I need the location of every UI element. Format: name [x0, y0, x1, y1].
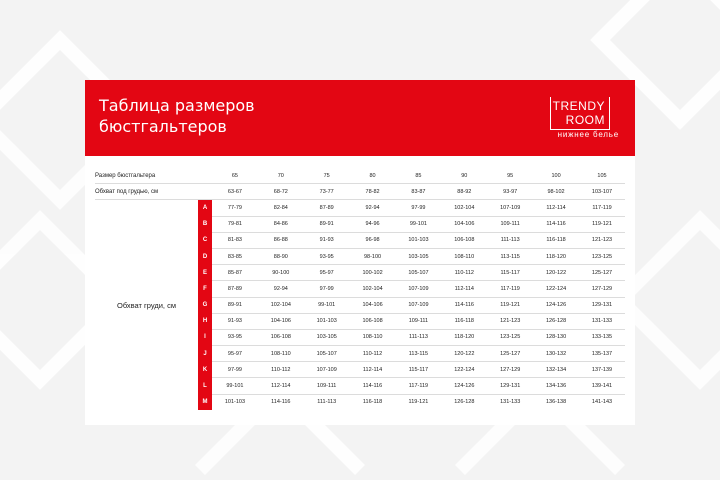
- bust-label: Обхват груди, см: [116, 300, 177, 310]
- underbust-cell: 78-82: [350, 184, 396, 200]
- bust-range-cell: 109-111: [396, 313, 442, 329]
- size-header-cell: 90: [441, 168, 487, 184]
- logo-line-1: TRENDY: [552, 99, 605, 113]
- bust-range-cell: 101-103: [224, 399, 246, 406]
- bust-range-cell: 89-91: [212, 297, 258, 313]
- bust-range-cell: 106-108: [258, 329, 304, 345]
- bust-range-cell: 108-110: [258, 346, 304, 362]
- bust-range-cell: 113-115: [487, 248, 533, 264]
- bust-range-cell: 119-121: [408, 399, 429, 406]
- page-title: [99, 95, 255, 137]
- bust-range-cell: 126-128: [533, 313, 579, 329]
- bust-range-cell: 91-93: [212, 313, 258, 329]
- bust-range-cell: 105-107: [396, 265, 442, 281]
- bust-range-cell: 107-109: [396, 281, 442, 297]
- bust-range-cell: 110-112: [258, 362, 304, 378]
- bust-range-cell: 124-126: [533, 297, 579, 313]
- bust-range-cell: 99-101: [212, 378, 258, 394]
- bust-range-cell: 107-109: [396, 297, 442, 313]
- cup-cell: G: [198, 297, 212, 313]
- bust-range-cell: 112-114: [533, 200, 579, 216]
- bust-range-cell: 125-127: [487, 346, 533, 362]
- bust-range-cell: 101-103: [396, 232, 442, 248]
- bust-range-cell: 141-143: [591, 399, 613, 406]
- bust-range-cell: 103-105: [396, 248, 442, 264]
- bust-range-cell: 123-125: [579, 248, 625, 264]
- bust-range-cell: 95-97: [212, 346, 258, 362]
- bust-range-cell: 99-101: [304, 297, 350, 313]
- underbust-cell: 93-97: [487, 184, 533, 200]
- size-header-cell: 105: [579, 168, 625, 184]
- bust-range-cell: 111-113: [487, 232, 533, 248]
- bust-range-cell: 85-87: [212, 265, 258, 281]
- bust-range-cell: 118-120: [441, 329, 487, 345]
- underbust-row-label: Обхват под грудью, см: [95, 184, 212, 200]
- underbust-cell: 98-102: [533, 184, 579, 200]
- title-line-1: Таблица размеров: [99, 96, 255, 115]
- underbust-cell: 63-67: [212, 184, 258, 200]
- brand-logo: [521, 97, 621, 145]
- underbust-cell: 73-77: [304, 184, 350, 200]
- cup-cell: B: [198, 216, 212, 232]
- bust-range-cell: 104-106: [441, 216, 487, 232]
- bust-range-cell: 129-131: [487, 378, 533, 394]
- bust-range-cell: 114-116: [533, 216, 579, 232]
- logo-line-2: ROOM: [565, 113, 605, 127]
- size-table: [95, 168, 625, 410]
- bust-range-cell: 99-101: [396, 216, 442, 232]
- size-header-cell: 75: [304, 168, 350, 184]
- bust-range-cell: 117-119: [579, 200, 625, 216]
- cup-cell: L: [198, 378, 212, 394]
- bust-range-cell: 136-138: [545, 399, 567, 406]
- size-header-cell: 100: [533, 168, 579, 184]
- cup-cell: K: [198, 362, 212, 378]
- bust-range-cell: 131-133: [500, 399, 521, 406]
- bust-range-cell: 133-135: [579, 329, 625, 345]
- title-line-2: бюстгальтеров: [99, 117, 227, 136]
- bust-range-cell: 121-123: [487, 313, 533, 329]
- bust-range-cell: 114-116: [350, 378, 396, 394]
- bust-range-cell: 119-121: [487, 297, 533, 313]
- bust-range-cell: 115-117: [487, 265, 533, 281]
- bust-range-cell: 106-108: [441, 232, 487, 248]
- bust-range-cell: 108-110: [441, 248, 487, 264]
- bust-range-cell: 91-93: [304, 232, 350, 248]
- bust-range-cell: 112-114: [441, 281, 487, 297]
- bust-range-cell: 119-121: [579, 216, 625, 232]
- size-header-cell: 65: [212, 168, 258, 184]
- bust-range-cell: 127-129: [579, 281, 625, 297]
- bust-range-cell: 104-106: [350, 297, 396, 313]
- bust-range-cell: 123-125: [487, 329, 533, 345]
- bust-range-cell: 79-81: [212, 216, 258, 232]
- bust-range-cell: 96-98: [350, 232, 396, 248]
- bust-range-cell: 103-105: [304, 329, 350, 345]
- bust-range-cell: 83-85: [212, 248, 258, 264]
- cup-cell: I: [198, 329, 212, 345]
- bust-range-cell: 122-124: [441, 362, 487, 378]
- bust-range-cell: 105-107: [304, 346, 350, 362]
- cup-cell: F: [198, 281, 212, 297]
- bust-range-cell: 124-126: [441, 378, 487, 394]
- bust-range-cell: 112-114: [350, 362, 396, 378]
- size-header-cell: 70: [258, 168, 304, 184]
- bust-range-cell: 107-109: [304, 362, 350, 378]
- size-row-label: Размер бюстгальтера: [95, 168, 212, 184]
- bust-range-cell: 111-113: [317, 399, 337, 406]
- bust-range-cell: 121-123: [579, 232, 625, 248]
- bust-range-cell: 127-129: [487, 362, 533, 378]
- bust-range-cell: 88-90: [258, 248, 304, 264]
- bust-range-cell: 87-89: [212, 281, 258, 297]
- chart-header: [85, 80, 635, 156]
- table-row: [95, 200, 625, 216]
- bust-range-cell: 132-134: [533, 362, 579, 378]
- bust-range-cell: 100-102: [350, 265, 396, 281]
- underbust-cell: 88-92: [441, 184, 487, 200]
- bust-range-cell: 129-131: [579, 297, 625, 313]
- bust-range-cell: 94-96: [350, 216, 396, 232]
- cup-cell: H: [198, 313, 212, 329]
- bust-range-cell: 117-119: [487, 281, 533, 297]
- bust-range-cell: 77-79: [212, 200, 258, 216]
- bust-range-cell: 102-104: [441, 200, 487, 216]
- bust-range-cell: 97-99: [304, 281, 350, 297]
- bust-range-cell: 84-86: [258, 216, 304, 232]
- bust-range-cell: 87-89: [304, 200, 350, 216]
- bust-range-cell: 101-103: [304, 313, 350, 329]
- bust-range-cell: 118-120: [533, 248, 579, 264]
- bust-range-cell: 109-111: [487, 216, 533, 232]
- bust-range-cell: 95-97: [304, 265, 350, 281]
- bust-range-cell: 106-108: [350, 313, 396, 329]
- size-chart-card: [85, 80, 635, 425]
- bust-range-cell: 115-117: [396, 362, 442, 378]
- bust-range-cell: 89-91: [304, 216, 350, 232]
- bust-range-cell: 114-116: [271, 399, 291, 406]
- bust-range-cell: 113-115: [396, 346, 442, 362]
- bust-range-cell: 97-99: [212, 362, 258, 378]
- bust-range-cell: 111-113: [396, 329, 442, 345]
- bust-range-cell: 90-100: [258, 265, 304, 281]
- underbust-cell: 68-72: [258, 184, 304, 200]
- logo-subtitle: нижнее белье: [557, 130, 619, 139]
- size-header-cell: 80: [350, 168, 396, 184]
- bust-range-cell: 135-137: [579, 346, 625, 362]
- bust-range-cell: 93-95: [212, 329, 258, 345]
- bust-range-cell: 137-139: [579, 362, 625, 378]
- cup-cell: C: [198, 232, 212, 248]
- bust-range-cell: 109-111: [304, 378, 350, 394]
- bust-range-cell: 131-133: [579, 313, 625, 329]
- bust-range-cell: 139-141: [579, 378, 625, 394]
- bust-range-cell: 110-112: [441, 265, 487, 281]
- cup-cell: A: [198, 200, 212, 216]
- cup-cell: J: [198, 346, 212, 362]
- cup-cell: D: [198, 248, 212, 264]
- underbust-cell: 83-87: [396, 184, 442, 200]
- bust-range-cell: 114-116: [441, 297, 487, 313]
- bust-range-cell: 92-94: [258, 281, 304, 297]
- bust-range-cell: 93-95: [304, 248, 350, 264]
- size-header-cell: 95: [487, 168, 533, 184]
- bust-range-cell: 125-127: [579, 265, 625, 281]
- cup-cell: M: [198, 394, 212, 410]
- bust-range-cell: 108-110: [350, 329, 396, 345]
- bust-range-cell: 122-124: [533, 281, 579, 297]
- bust-range-cell: 82-84: [258, 200, 304, 216]
- bust-range-cell: 117-119: [396, 378, 442, 394]
- size-header-cell: 85: [396, 168, 442, 184]
- bust-range-cell: 97-99: [396, 200, 442, 216]
- bust-range-cell: 116-118: [441, 313, 487, 329]
- bust-range-cell: 92-94: [350, 200, 396, 216]
- bust-range-cell: 116-118: [362, 399, 383, 406]
- underbust-row: [95, 184, 625, 200]
- bust-range-cell: 81-83: [212, 232, 258, 248]
- bust-range-cell: 112-114: [258, 378, 304, 394]
- bust-range-cell: 120-122: [533, 265, 579, 281]
- bust-range-cell: 104-106: [258, 313, 304, 329]
- bust-range-cell: 102-104: [350, 281, 396, 297]
- bust-range-cell: 107-109: [487, 200, 533, 216]
- bust-range-cell: 134-136: [533, 378, 579, 394]
- underbust-cell: 103-107: [579, 184, 625, 200]
- bust-range-cell: 130-132: [533, 346, 579, 362]
- bust-range-cell: 110-112: [350, 346, 396, 362]
- bust-range-cell: 102-104: [258, 297, 304, 313]
- bust-range-cell: 116-118: [533, 232, 579, 248]
- bust-range-cell: 98-100: [350, 248, 396, 264]
- size-row: [95, 168, 625, 184]
- bust-range-cell: 128-130: [533, 329, 579, 345]
- bust-range-cell: 86-88: [258, 232, 304, 248]
- bust-range-cell: 120-122: [441, 346, 487, 362]
- cup-cell: E: [198, 265, 212, 281]
- bust-range-cell: 126-128: [454, 399, 475, 406]
